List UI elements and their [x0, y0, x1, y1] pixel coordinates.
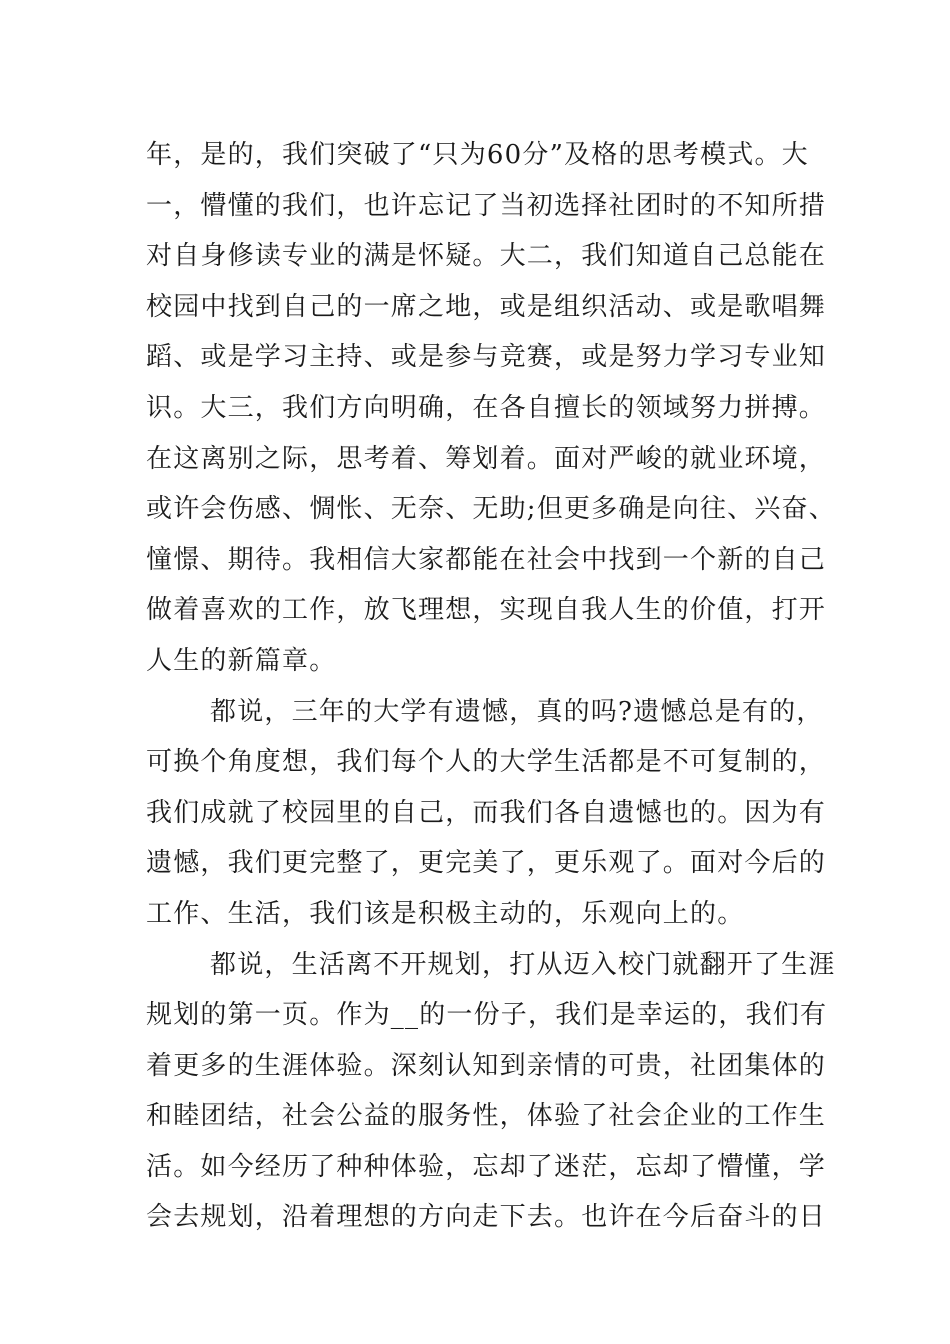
text-line: 着更多的生涯体验。深刻认知到亲情的可贵，社团集体的	[146, 1050, 827, 1081]
text-line: 年，是的，我们突破了“只为60分”及格的思考模式。大	[146, 140, 809, 170]
body-text	[146, 130, 836, 1243]
text-line: 和睦团结，社会公益的服务性，体验了社会企业的工作生	[146, 1101, 827, 1132]
text-line: 活。如今经历了种种体验，忘却了迷茫，忘却了懵懂，学	[146, 1151, 827, 1182]
text-line: 校园中找到自己的一席之地，或是组织活动、或是歌唱舞	[146, 291, 827, 322]
text-line: 识。大三，我们方向明确，在各自擅长的领域努力拼搏。	[146, 392, 827, 423]
text-line: 在这离别之际，思考着、筹划着。面对严峻的就业环境，	[146, 443, 827, 474]
text-line: 规划的第一页。作为__的一份子，我们是幸运的，我们有	[146, 1000, 828, 1031]
text-line: 遗憾，我们更完整了，更完美了，更乐观了。面对今后的	[146, 848, 827, 879]
text-line: 憧憬、期待。我相信大家都能在社会中找到一个新的自己	[146, 544, 827, 575]
text-line: 对自身修读专业的满是怀疑。大二，我们知道自己总能在	[146, 241, 827, 272]
text-line: 会去规划，沿着理想的方向走下去。也许在今后奋斗的日	[146, 1202, 827, 1233]
text-line: 或许会伤感、惆怅、无奈、无助;但更多确是向往、兴奋、	[146, 494, 836, 525]
text-line: 可换个角度想，我们每个人的大学生活都是不可复制的，	[146, 747, 827, 778]
text-line: 做着喜欢的工作，放飞理想，实现自我人生的价值，打开	[146, 595, 827, 626]
text-line: 工作、生活，我们该是积极主动的，乐观向上的。	[146, 898, 745, 929]
text-line: 蹈、或是学习主持、或是参与竞赛，或是努力学习专业知	[146, 342, 827, 373]
paragraph-first-line: 都说，三年的大学有遗憾，真的吗?遗憾总是有的，	[210, 696, 824, 727]
text-line: 人生的新篇章。	[146, 645, 337, 676]
paragraph-first-line: 都说，生活离不开规划，打从迈入校门就翻开了生涯	[210, 949, 836, 980]
text-line: 我们成就了校园里的自己，而我们各自遗憾也的。因为有	[146, 797, 827, 828]
text-line: 一，懵懂的我们，也许忘记了当初选择社团时的不知所措	[146, 190, 827, 221]
